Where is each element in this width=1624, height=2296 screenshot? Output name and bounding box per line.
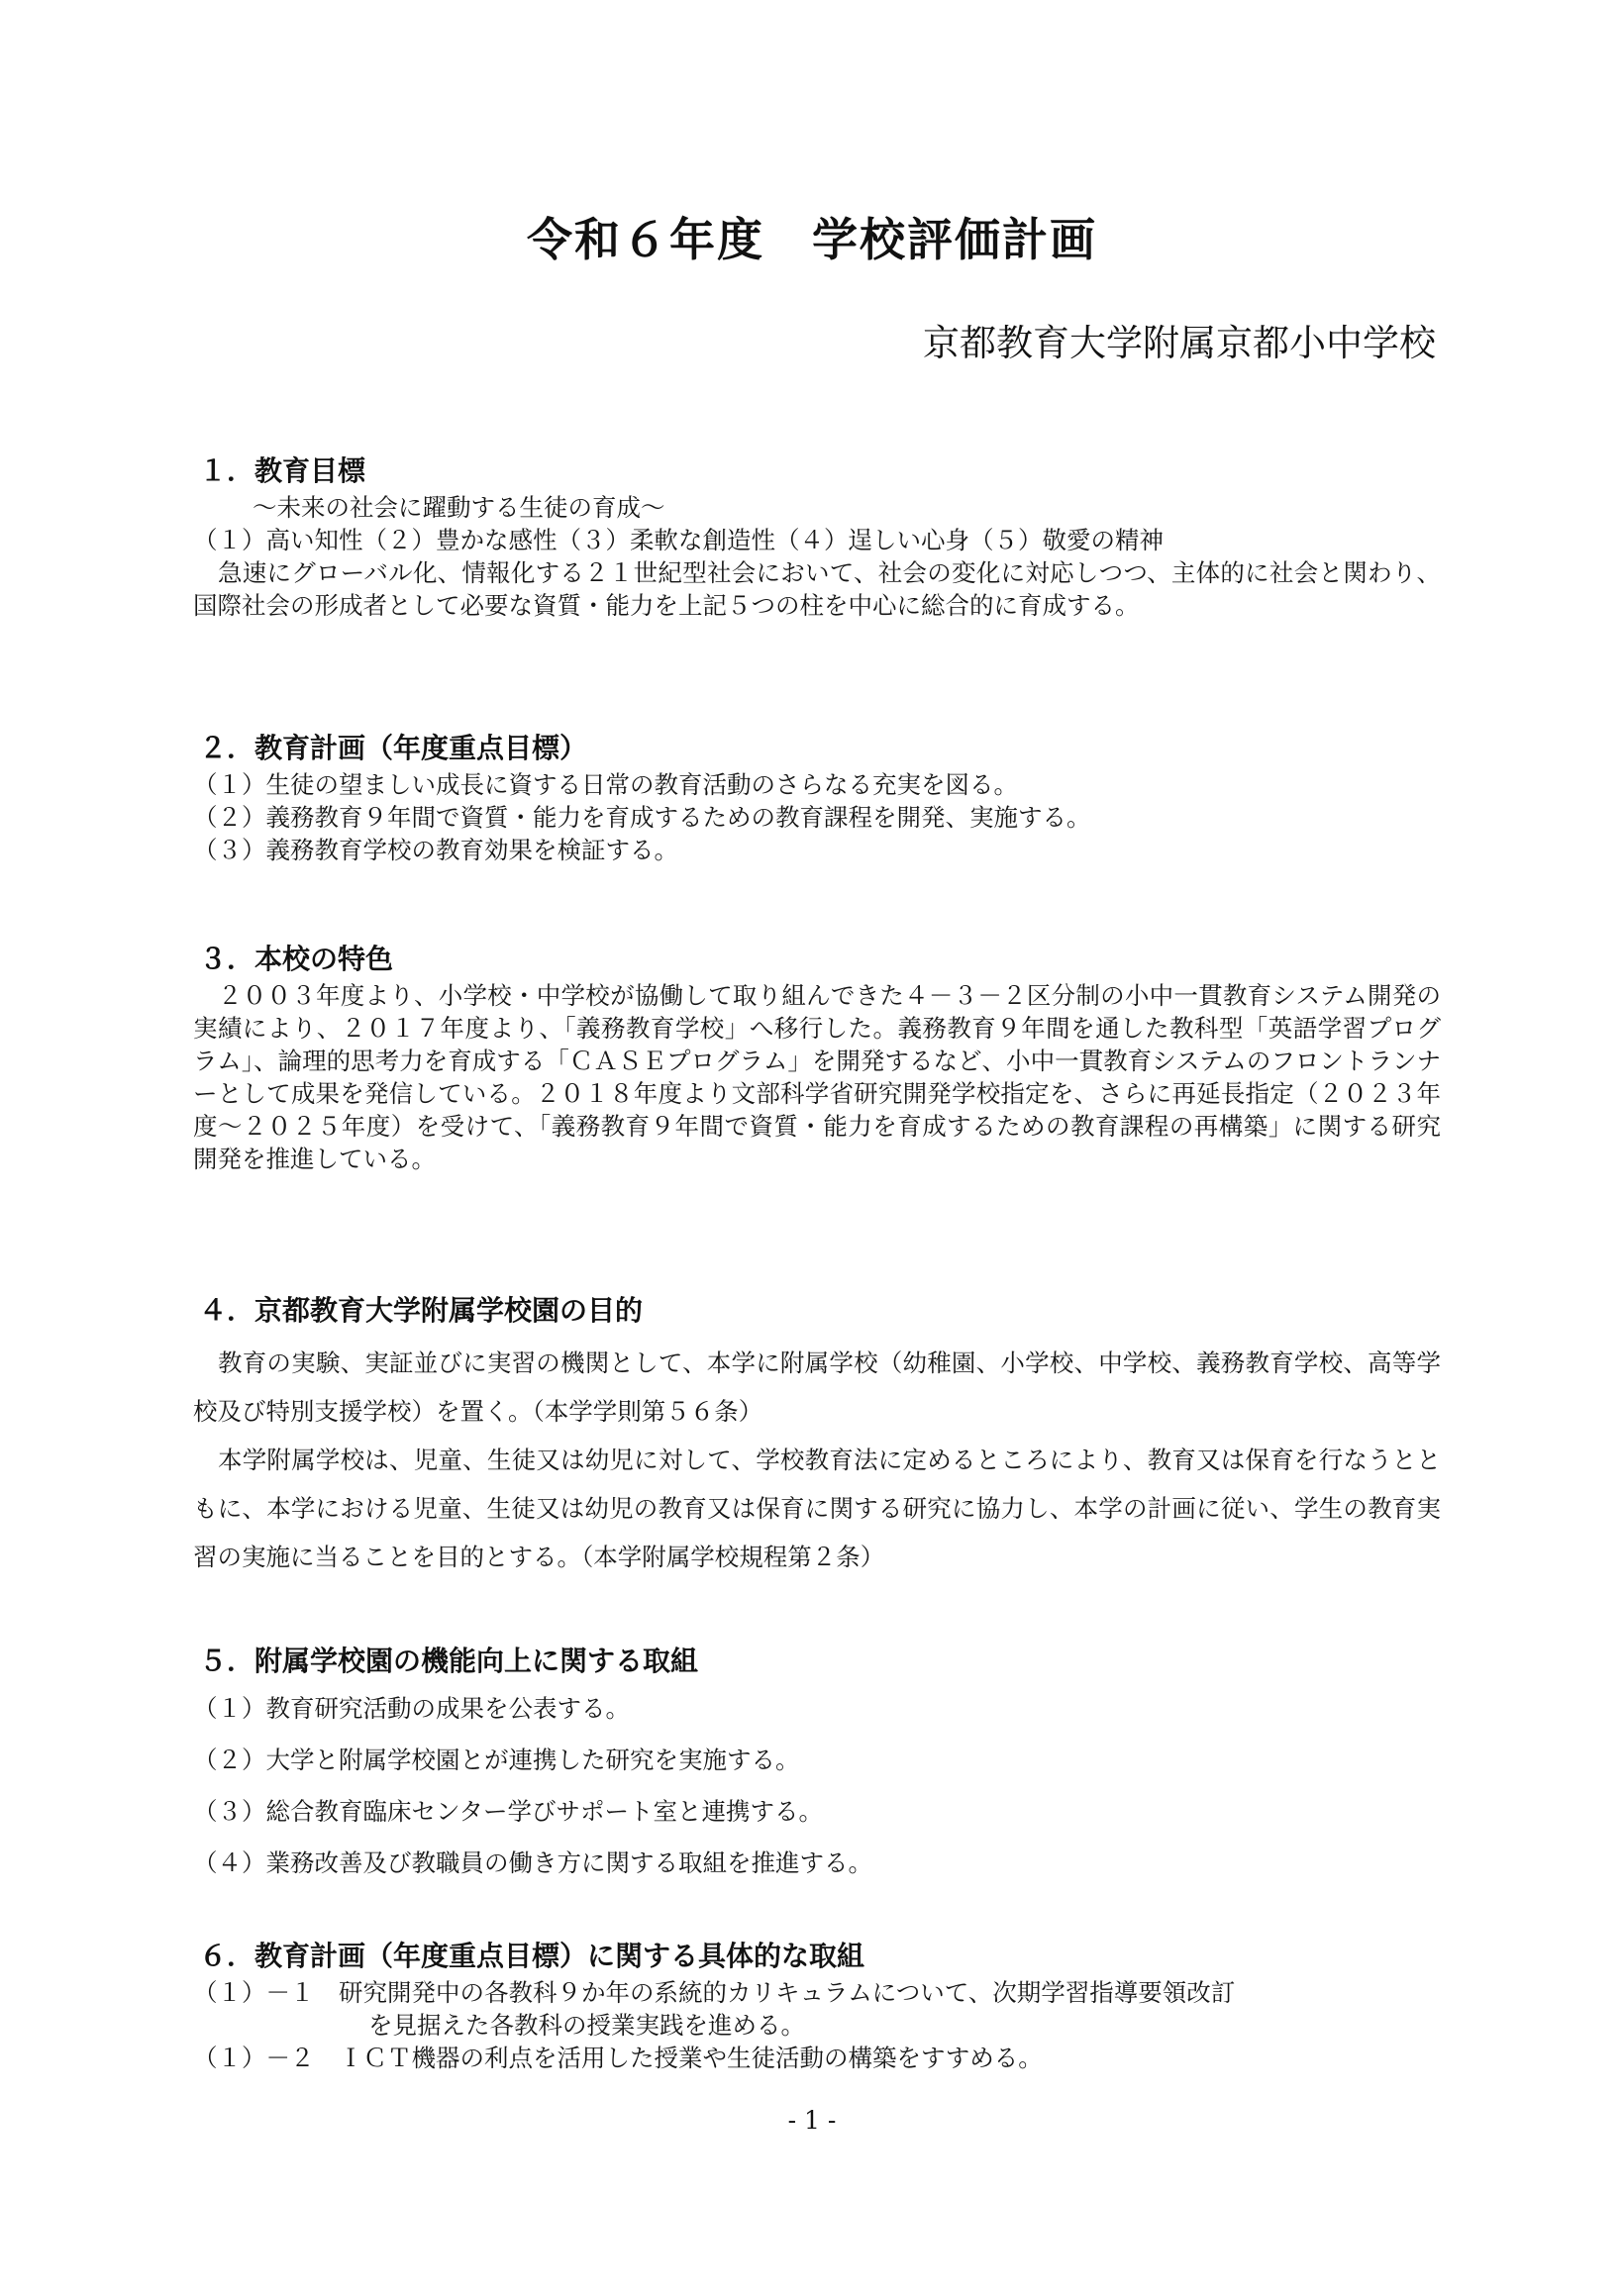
section-heading: ２．教育計画（年度重点目標） [199, 732, 588, 764]
section-function-improvement [193, 1642, 1441, 1889]
paragraph: 本学附属学校は、児童、生徒又は幼児に対して、学校教育法に定めるところにより、教育又は保育を行なうとともに、本学における児童、生徒又は幼児の教育又は保育に関する研究に協力し、本学の計画に従い、学生の教育実習の実施に当ることを目的とする。（本学附属学校規程第２条） [193, 1446, 1441, 1571]
section-educational-goals [193, 451, 1441, 622]
list-item: （１）生徒の望ましい成長に資する日常の教育活動のさらなる充実を図る。 [193, 770, 1018, 799]
section-heading: ５．附属学校園の機能向上に関する取組 [199, 1645, 699, 1677]
list-item-continuation: を見据えた各教科の授業実践を進める。 [368, 2011, 805, 2040]
section-specific-initiatives [193, 1937, 1441, 2074]
section-body [193, 1339, 1441, 1581]
section-body [193, 1976, 1441, 2074]
list-item: （４）業務改善及び教職員の働き方に関する取組を推進する。 [193, 1848, 872, 1877]
paragraph: 教育の実験、実証並びに実習の機関として、本学に附属学校（幼稚園、小学校、中学校、義務教育学校、高等学校及び特別支援学校）を置く。（本学学則第５６条） [193, 1348, 1441, 1426]
school-name: 京都教育大学附属京都小中学校 [923, 322, 1436, 364]
section-heading: １．教育目標 [199, 454, 366, 487]
section-education-plan [193, 729, 1441, 866]
section-body [193, 979, 1441, 1175]
list-item: （３）総合教育臨床センター学びサポート室と連携する。 [193, 1797, 824, 1826]
pillars-list: （１）高い知性（２）豊かな感性（３）柔軟な創造性（４）逞しい心身（５）敬愛の精神 [193, 526, 1164, 554]
page-number: - 1 - [787, 2106, 837, 2135]
section-body [193, 491, 1441, 622]
section-heading: ４．京都教育大学附属学校園の目的 [199, 1294, 644, 1327]
section-heading: ３．本校の特色 [199, 943, 394, 975]
list-item: （２）大学と附属学校園とが連携した研究を実施する。 [193, 1746, 800, 1774]
section-body [193, 768, 1441, 866]
list-item: （１）－１ 研究開発中の各教科９か年の系統的カリキュラムについて、次期学習指導要領改訂 [193, 1978, 1236, 2007]
paragraph: 急速にグローバル化、情報化する２１世紀型社会において、社会の変化に対応しつつ、主体的に社会と関わり、国際社会の形成者として必要な資質・能力を上記５つの柱を中心に総合的に育成する。 [193, 558, 1441, 620]
motto: 〜未来の社会に躍動する生徒の育成〜 [253, 493, 665, 522]
list-item: （１）教育研究活動の成果を公表する。 [193, 1694, 630, 1723]
document-title: 令和６年度 学校評価計画 [527, 213, 1097, 266]
paragraph: ２００３年度より、小学校・中学校が協働して取り組んできた４－３－２区分制の小中一貫教育システム開発の実績により、２０１７年度より、「義務教育学校」へ移行した。義務教育９年間を通した教科型「英語学習プログラム」、論理的思考力を育成する「ＣＡＳＥプログラム」を開発するなど、小中一貫教育システムのフロントランナーとして成果を発信している。２０１８年度より文部科学省研究開発学校指定を、さらに再延長指定（２０２３年度〜２０２５年度）を受けて、「義務教育９年間で資質・能力を育成するための教育課程の再構築」に関する研究開発を推進している。 [193, 981, 1441, 1173]
section-attached-schools-purpose [193, 1291, 1441, 1581]
section-body [193, 1683, 1441, 1889]
list-item: （２）義務教育９年間で資質・能力を育成するための教育課程を開発、実施する。 [193, 803, 1091, 832]
section-school-features [193, 940, 1441, 1175]
list-item: （３）義務教育学校の教育効果を検証する。 [193, 836, 678, 864]
section-heading: ６．教育計画（年度重点目標）に関する具体的な取組 [199, 1940, 865, 1972]
list-item: （１）－２ ＩＣＴ機器の利点を活用した授業や生徒活動の構築をすすめる。 [193, 2044, 1043, 2072]
